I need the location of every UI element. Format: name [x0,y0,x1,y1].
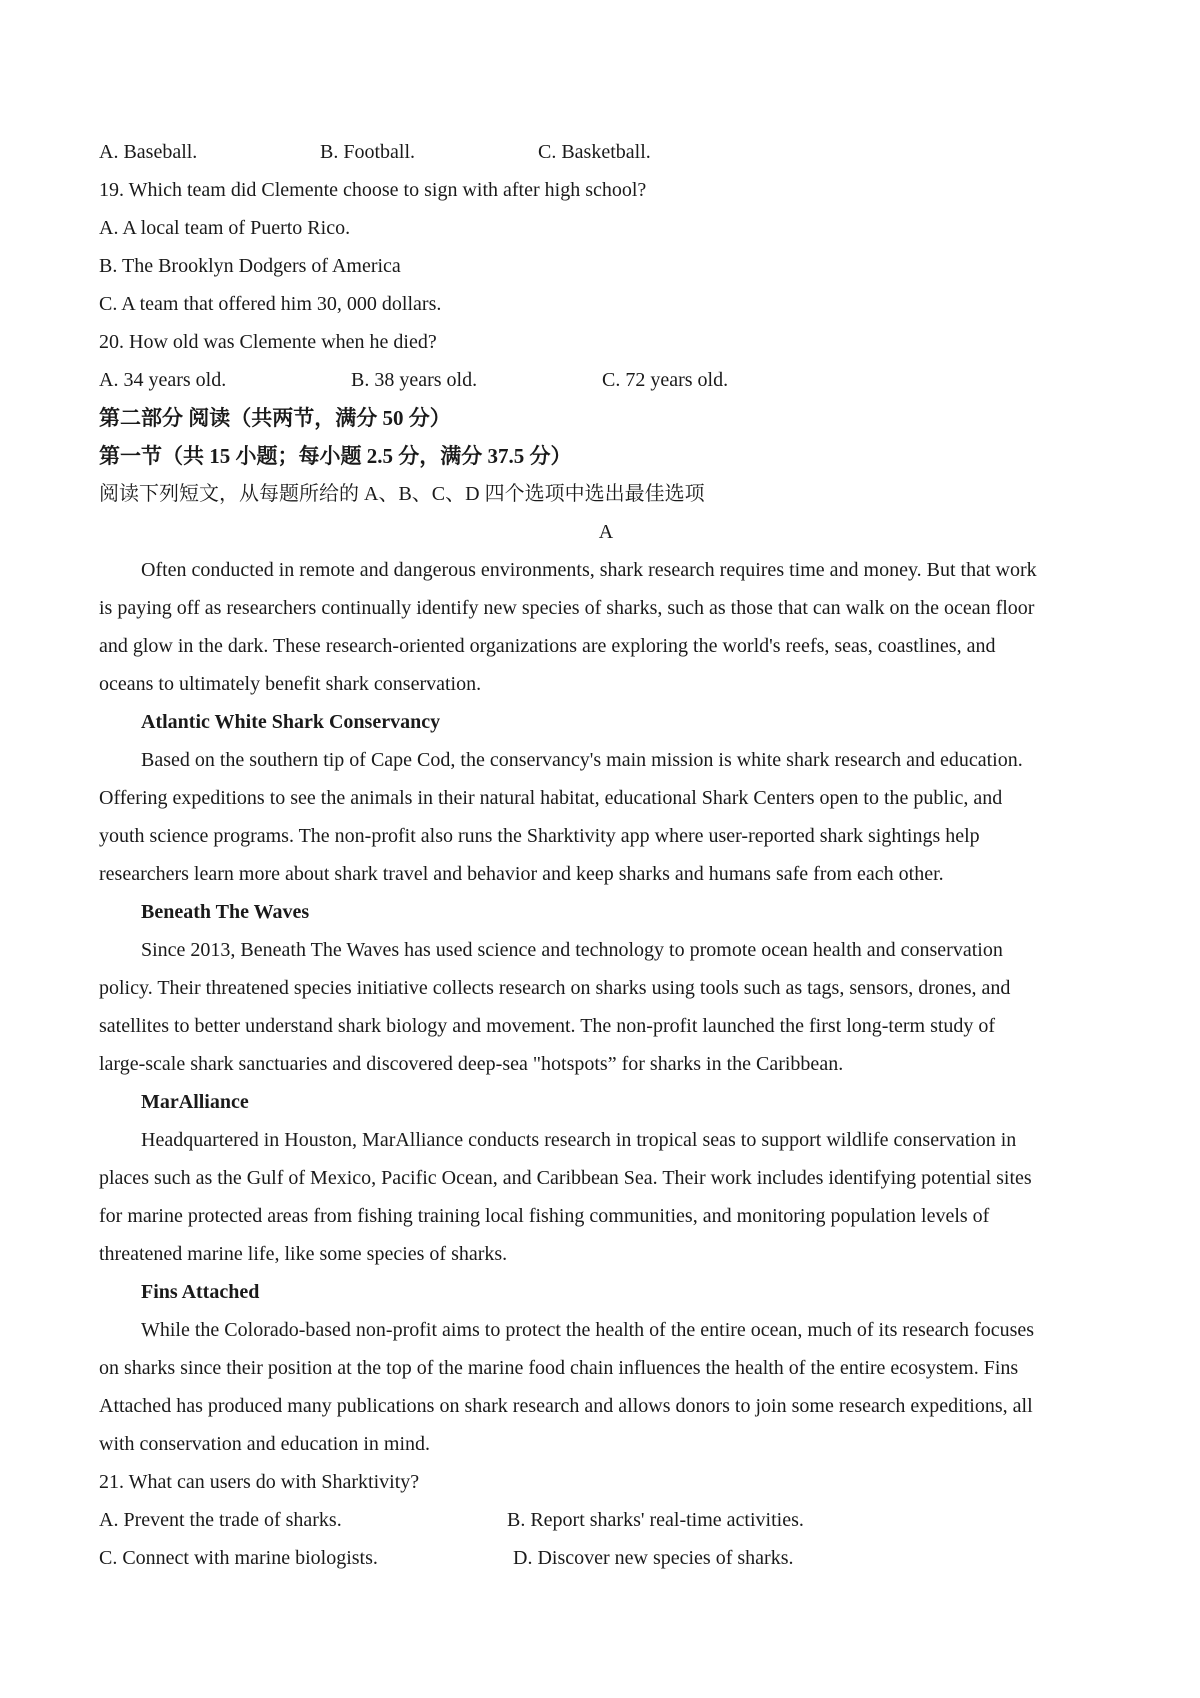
q20-question: 20. How old was Clemente when he died? [99,331,437,353]
q20-option-b: B. 38 years old. [351,369,478,391]
org-heading: MarAlliance [141,1091,249,1113]
org-heading: Atlantic White Shark Conservancy [141,711,441,733]
section-subtitle: 第一节（共 15 小题；每小题 2.5 分，满分 37.5 分） [99,444,572,468]
org-text-line: satellites to better understand shark biology and movement. The non-profit launched the first long-term study of [99,1015,996,1037]
part-title: 第二部分 阅读（共两节，满分 50 分） [99,406,451,430]
org-text-line: large-scale shark sanctuaries and discovered deep-sea "hotspots” for sharks in the Caribbean. [99,1053,844,1075]
q18-option-b: B. Football. [320,141,416,163]
org-text-line: threatened marine life, like some species of sharks. [99,1243,508,1265]
q21-option-b: B. Report sharks' real-time activities. [507,1509,804,1531]
org-text-line: for marine protected areas from fishing training local fishing communities, and monitoring population levels of [99,1205,990,1227]
q18-option-a: A. Baseball. [99,141,198,163]
q21-option-c: C. Connect with marine biologists. [99,1547,378,1569]
org-text-line: researchers learn more about shark travel and behavior and keep sharks and humans safe from each other. [99,863,944,885]
org-text-line: While the Colorado-based non-profit aims to protect the health of the entire ocean, much of its research focuses [141,1319,1035,1341]
org-text-line: youth science programs. The non-profit also runs the Sharktivity app where user-reported shark sightings help [99,825,980,847]
q19-question: 19. Which team did Clemente choose to sign with after high school? [99,179,647,201]
org-text-line: places such as the Gulf of Mexico, Pacific Ocean, and Caribbean Sea. Their work includes identifying potential sites [99,1167,1032,1189]
passage-label: A [598,521,614,543]
org-text-line: with conservation and education in mind. [99,1433,431,1455]
org-text-line: Attached has produced many publications on shark research and allows donors to join some research expeditions, all [99,1395,1033,1417]
q21-option-a: A. Prevent the trade of sharks. [99,1509,342,1531]
intro-line: and glow in the dark. These research-oriented organizations are exploring the world's reefs, seas, coastlines, and [99,635,996,657]
org-text-line: Headquartered in Houston, MarAlliance conducts research in tropical seas to support wildlife conservation in [141,1129,1017,1151]
org-text-line: Based on the southern tip of Cape Cod, the conservancy's main mission is white shark research and education. [141,749,1023,771]
org-text-line: on sharks since their position at the top of the marine food chain influences the health of the entire ecosystem. Fins [99,1357,1019,1379]
q20-option-c: C. 72 years old. [602,369,729,391]
q21-question: 21. What can users do with Sharktivity? [99,1471,420,1493]
org-heading: Beneath The Waves [141,901,310,923]
intro-line: is paying off as researchers continually identify new species of sharks, such as those that can walk on the ocean floor [99,597,1035,619]
org-text-line: policy. Their threatened species initiative collects research on sharks using tools such as tags, sensors, drones, and [99,977,1011,999]
q19-option-b: B. The Brooklyn Dodgers of America [99,255,401,277]
intro-line: Often conducted in remote and dangerous environments, shark research requires time and money. But that work [141,559,1037,581]
org-heading: Fins Attached [141,1281,260,1303]
section-instruction: 阅读下列短文，从每题所给的 A、B、C、D 四个选项中选出最佳选项 [99,483,705,505]
org-text-line: Since 2013, Beneath The Waves has used science and technology to promote ocean health and conservation [141,939,1003,961]
q18-option-c: C. Basketball. [538,141,651,163]
q19-option-c: C. A team that offered him 30, 000 dollars. [99,293,442,315]
q19-option-a: A. A local team of Puerto Rico. [99,217,351,239]
intro-line: oceans to ultimately benefit shark conservation. [99,673,482,695]
org-text-line: Offering expeditions to see the animals in their natural habitat, educational Shark Centers open to the public, and [99,787,1003,809]
q20-option-a: A. 34 years old. [99,369,227,391]
q21-option-d: D. Discover new species of sharks. [513,1547,794,1569]
